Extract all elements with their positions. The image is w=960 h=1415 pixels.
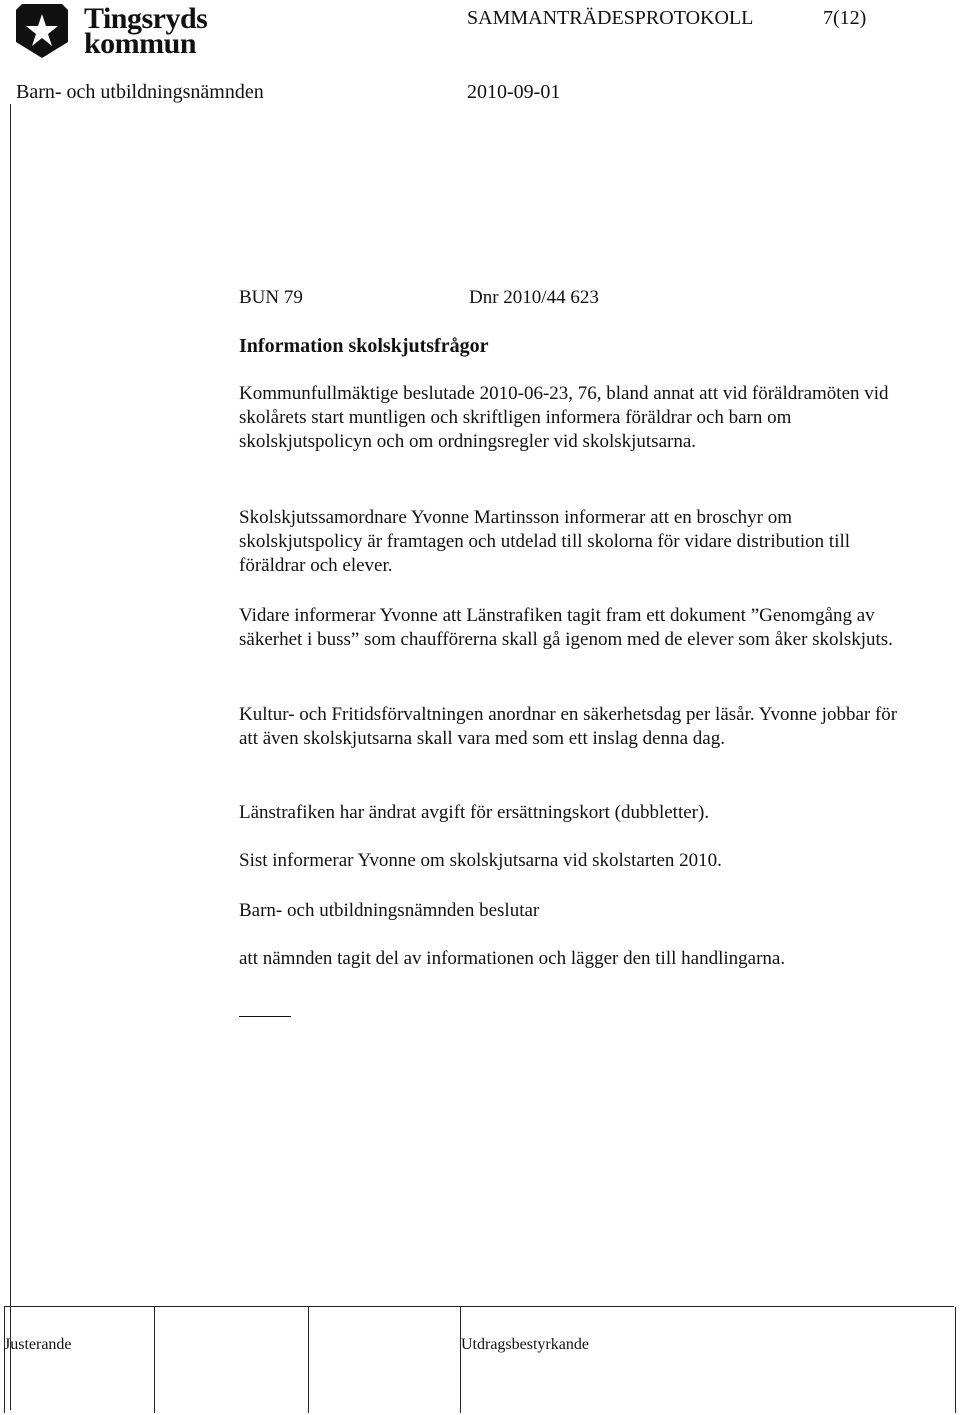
paragraph [239,801,899,825]
signature-table [4,1306,954,1413]
paragraph [239,506,899,578]
paragraph-text: Vidare informerar Yvonne att Länstrafiken tagit fram ett dokument ”Genomgång av säkerhet i buss” som chaufförerna skall gå igenom med de elever som åker skolskjuts. [239,605,893,650]
decision-intro: Barn- och utbildningsnämnden beslutar [239,900,540,921]
signature-cell [308,1307,461,1413]
case-dnr: Dnr 2010/44 623 [469,287,599,308]
utdragsbestyrkande-label: Utdragsbestyrkande [461,1336,589,1353]
case-number: BUN 79 [239,287,303,308]
paragraph-text: Sist informerar Yvonne om skolskjutsarna vid skolstarten 2010. [239,850,722,871]
justerande-label: Justerande [4,1336,72,1353]
paragraph-text: Skolskjutssamordnare Yvonne Martinsson informerar att en broschyr om skolskjutspolicy är framtagen och utdelad till skolorna för vidare distribution till föräldrar och elever. [239,507,851,576]
paragraph [239,849,899,873]
signature-cell [154,1307,309,1413]
margin-rule [10,104,11,1410]
case-title: Information skolskjutsfrågor [239,335,489,357]
paragraph-text: Kultur- och Fritidsförvaltningen anordnar en säkerhetsdag per läsår. Yvonne jobbar för att även skolskjutsarna skall vara med som ett inslag denna dag. [239,704,898,749]
paragraph-text: Kommunfullmäktige beslutade 2010-06-23, 76, bland annat att vid föräldramöten vid skolårets start muntligen och skriftligen informera föräldrar och barn om skolskjutspolicyn och om ordningsregler vid skolskjutsarna. [239,383,889,452]
page-number: 7(12) [823,7,867,29]
logo-wordmark [84,2,208,60]
committee-name: Barn- och utbildningsnämnden [16,81,264,103]
signature-cell [4,1307,155,1413]
meeting-date: 2010-09-01 [467,81,561,103]
paragraph [239,382,899,454]
paragraph [239,604,899,652]
paragraph-text: Länstrafiken har ändrat avgift för ersättningskort (dubbletter). [239,802,710,823]
signature-cell [460,1307,956,1413]
crown-emblem-icon [12,4,72,60]
document-type: SAMMANTRÄDESPROTOKOLL [467,7,754,29]
end-rule [239,1016,291,1017]
paragraph [239,703,899,751]
logo-line-1: Tingsryds [84,2,208,35]
municipality-logo [12,4,212,60]
logo-line-2: kommun [84,27,197,60]
decision-text: att nämnden tagit del av informationen och lägger den till handlingarna. [239,948,786,969]
